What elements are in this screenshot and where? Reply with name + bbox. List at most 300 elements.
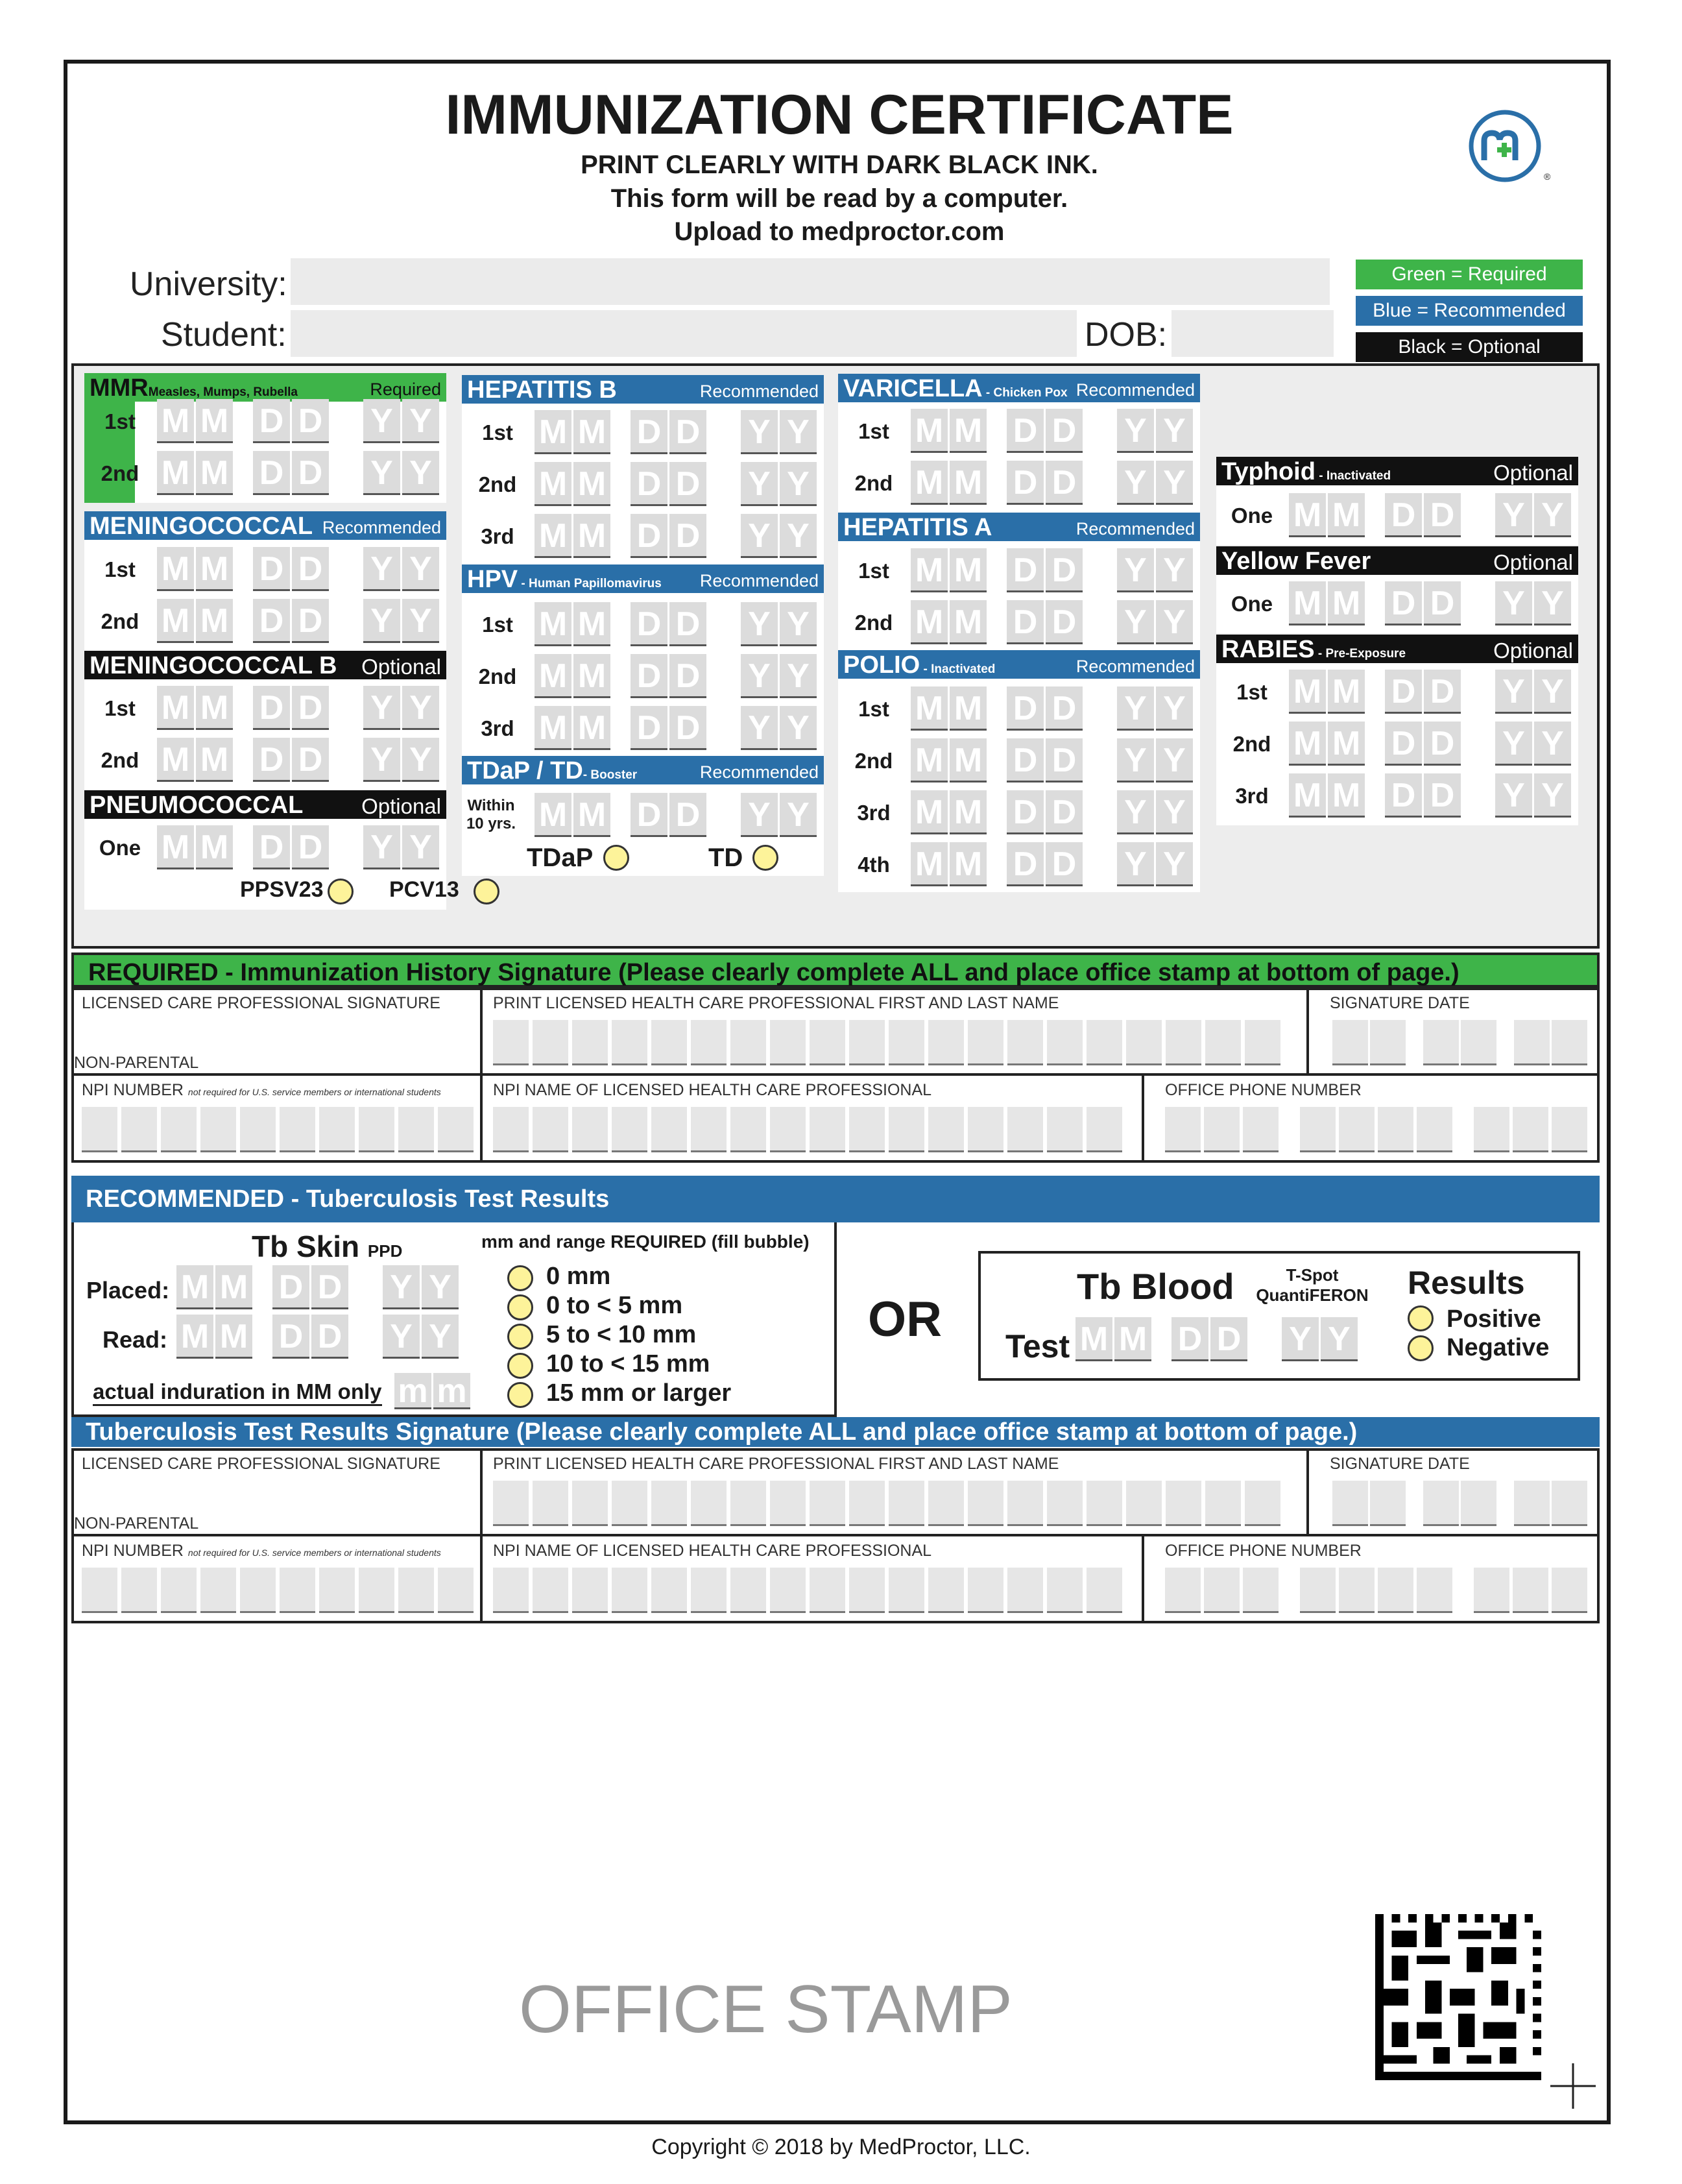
polio-row1-m-box[interactable]: M	[950, 686, 987, 731]
rabies-row1-d-box[interactable]: D	[1424, 670, 1461, 714]
print-name-box[interactable]	[810, 1481, 845, 1526]
office-phone-box[interactable]	[1204, 1107, 1240, 1152]
mening-row2-y-box[interactable]: Y	[363, 599, 400, 643]
tb-induration-box[interactable]: m	[394, 1373, 431, 1409]
npi-name-box[interactable]	[572, 1107, 608, 1152]
signature-date-box[interactable]	[1514, 1020, 1550, 1065]
tdap-option-bubble[interactable]	[752, 845, 778, 871]
mmr-row2-d-box[interactable]: D	[253, 451, 290, 495]
mmr-row1-d-box[interactable]: D	[253, 399, 290, 443]
hepb-row1-m-box[interactable]: M	[535, 410, 571, 454]
hepa-row2-y-box[interactable]: Y	[1156, 600, 1193, 644]
npi-name-box[interactable]	[968, 1568, 1003, 1613]
varicella-row1-d-box[interactable]: D	[1007, 409, 1044, 453]
polio-row4-m-box[interactable]: M	[911, 842, 948, 886]
npi-name-box[interactable]	[849, 1107, 885, 1152]
pneumo-row1-d-box[interactable]: D	[292, 825, 329, 869]
hepa-row1-m-box[interactable]: M	[911, 548, 948, 592]
yellow-row1-y-box[interactable]: Y	[1495, 581, 1532, 625]
tdap-row1-y-box[interactable]: Y	[780, 793, 817, 837]
polio-row3-d-box[interactable]: D	[1046, 790, 1083, 834]
npi-number-box[interactable]	[319, 1107, 355, 1152]
mening-row1-y-box[interactable]: Y	[402, 547, 439, 591]
varicella-row1-m-box[interactable]: M	[911, 409, 948, 453]
polio-row3-m-box[interactable]: M	[950, 790, 987, 834]
hpv-row2-y-box[interactable]: Y	[780, 654, 817, 698]
typhoid-row1-m-box[interactable]: M	[1289, 493, 1326, 537]
signature-date-box[interactable]	[1423, 1481, 1459, 1526]
print-name-box[interactable]	[691, 1020, 727, 1065]
varicella-row2-y-box[interactable]: Y	[1156, 461, 1193, 505]
office-phone-box[interactable]	[1513, 1568, 1548, 1613]
positive-bubble[interactable]	[1408, 1305, 1434, 1331]
mening-row1-d-box[interactable]: D	[253, 547, 290, 591]
rabies-row1-m-box[interactable]: M	[1289, 670, 1326, 714]
tb-blood-m-box[interactable]: M	[1114, 1317, 1151, 1361]
hepb-row1-m-box[interactable]: M	[573, 410, 610, 454]
npi-number-box[interactable]	[319, 1568, 355, 1613]
yellow-row1-d-box[interactable]: D	[1424, 581, 1461, 625]
office-phone-box[interactable]	[1243, 1568, 1279, 1613]
tdap-row1-m-box[interactable]: M	[535, 793, 571, 837]
hpv-row2-y-box[interactable]: Y	[741, 654, 778, 698]
tdap-row1-y-box[interactable]: Y	[741, 793, 778, 837]
office-phone-box[interactable]	[1417, 1107, 1452, 1152]
tb-blood-y-box[interactable]: Y	[1282, 1317, 1319, 1361]
hepa-row1-y-box[interactable]: Y	[1117, 548, 1154, 592]
meningb-row2-m-box[interactable]: M	[157, 738, 194, 782]
print-name-box[interactable]	[572, 1481, 608, 1526]
hpv-row3-m-box[interactable]: M	[573, 706, 610, 750]
meningb-row2-y-box[interactable]: Y	[402, 738, 439, 782]
hepa-row1-m-box[interactable]: M	[950, 548, 987, 592]
print-name-box[interactable]	[1166, 1481, 1201, 1526]
hpv-row2-d-box[interactable]: D	[631, 654, 667, 698]
office-phone-box[interactable]	[1339, 1107, 1375, 1152]
hpv-row1-m-box[interactable]: M	[573, 602, 610, 646]
polio-row4-d-box[interactable]: D	[1007, 842, 1044, 886]
print-name-box[interactable]	[889, 1481, 924, 1526]
signature-date-box[interactable]	[1552, 1481, 1587, 1526]
hepb-row1-y-box[interactable]: Y	[780, 410, 817, 454]
rabies-row1-y-box[interactable]: Y	[1495, 670, 1532, 714]
office-phone-box[interactable]	[1339, 1568, 1375, 1613]
signature-date-box[interactable]	[1461, 1020, 1496, 1065]
npi-number-box[interactable]	[280, 1107, 315, 1152]
npi-name-box[interactable]	[770, 1107, 806, 1152]
npi-number-box[interactable]	[438, 1107, 474, 1152]
hpv-row3-m-box[interactable]: M	[535, 706, 571, 750]
hpv-row1-d-box[interactable]: D	[669, 602, 706, 646]
tb-read-m-box[interactable]: M	[176, 1315, 213, 1359]
signature-field[interactable]	[84, 1013, 467, 1065]
pneumo-row1-m-box[interactable]: M	[196, 825, 233, 869]
meningb-row2-d-box[interactable]: D	[292, 738, 329, 782]
print-name-box[interactable]	[730, 1481, 766, 1526]
polio-row2-y-box[interactable]: Y	[1117, 738, 1154, 783]
print-name-box[interactable]	[1245, 1481, 1280, 1526]
hepb-row3-m-box[interactable]: M	[535, 514, 571, 558]
print-name-box[interactable]	[651, 1481, 687, 1526]
mmr-row1-m-box[interactable]: M	[196, 399, 233, 443]
meningb-row1-m-box[interactable]: M	[157, 686, 194, 730]
tb-read-d-box[interactable]: D	[272, 1315, 309, 1359]
typhoid-row1-d-box[interactable]: D	[1385, 493, 1422, 537]
mmr-row2-m-box[interactable]: M	[157, 451, 194, 495]
hpv-row3-y-box[interactable]: Y	[780, 706, 817, 750]
varicella-row1-m-box[interactable]: M	[950, 409, 987, 453]
signature-date-box[interactable]	[1423, 1020, 1459, 1065]
npi-name-box[interactable]	[533, 1107, 568, 1152]
tb-placed-m-box[interactable]: M	[176, 1265, 213, 1309]
hpv-row2-d-box[interactable]: D	[669, 654, 706, 698]
polio-row1-m-box[interactable]: M	[911, 686, 948, 731]
npi-number-box[interactable]	[359, 1107, 394, 1152]
print-name-box[interactable]	[572, 1020, 608, 1065]
print-name-box[interactable]	[968, 1020, 1003, 1065]
hpv-row3-d-box[interactable]: D	[669, 706, 706, 750]
npi-name-box[interactable]	[730, 1107, 766, 1152]
hepa-row2-d-box[interactable]: D	[1046, 600, 1083, 644]
rabies-row3-y-box[interactable]: Y	[1495, 773, 1532, 818]
print-name-box[interactable]	[533, 1020, 568, 1065]
tdap-row1-d-box[interactable]: D	[669, 793, 706, 837]
tb-placed-m-box[interactable]: M	[215, 1265, 252, 1309]
hpv-row1-y-box[interactable]: Y	[741, 602, 778, 646]
meningb-row1-d-box[interactable]: D	[292, 686, 329, 730]
rabies-row3-m-box[interactable]: M	[1328, 773, 1365, 818]
npi-name-box[interactable]	[651, 1568, 687, 1613]
npi-name-box[interactable]	[493, 1568, 529, 1613]
varicella-row1-y-box[interactable]: Y	[1156, 409, 1193, 453]
npi-number-box[interactable]	[398, 1107, 434, 1152]
polio-row1-y-box[interactable]: Y	[1117, 686, 1154, 731]
mmr-row2-d-box[interactable]: D	[292, 451, 329, 495]
tb-range-bubble[interactable]	[507, 1324, 533, 1350]
npi-number-box[interactable]	[121, 1107, 157, 1152]
meningb-row2-y-box[interactable]: Y	[363, 738, 400, 782]
print-name-box[interactable]	[889, 1020, 924, 1065]
tb-placed-y-box[interactable]: Y	[383, 1265, 420, 1309]
npi-name-box[interactable]	[1087, 1107, 1122, 1152]
pneumo-option-bubble[interactable]	[328, 879, 354, 904]
npi-name-box[interactable]	[1007, 1568, 1043, 1613]
varicella-row2-m-box[interactable]: M	[950, 461, 987, 505]
tb-induration-box[interactable]: m	[433, 1373, 470, 1409]
meningb-row1-y-box[interactable]: Y	[402, 686, 439, 730]
university-input[interactable]	[291, 258, 1330, 305]
rabies-row1-d-box[interactable]: D	[1385, 670, 1422, 714]
signature-field[interactable]	[84, 1474, 467, 1526]
pneumo-row1-y-box[interactable]: Y	[402, 825, 439, 869]
office-phone-box[interactable]	[1165, 1568, 1201, 1613]
varicella-row2-d-box[interactable]: D	[1007, 461, 1044, 505]
typhoid-row1-y-box[interactable]: Y	[1534, 493, 1571, 537]
npi-number-box[interactable]	[200, 1107, 236, 1152]
npi-name-box[interactable]	[810, 1568, 845, 1613]
npi-name-box[interactable]	[730, 1568, 766, 1613]
hepb-row3-d-box[interactable]: D	[669, 514, 706, 558]
varicella-row2-m-box[interactable]: M	[911, 461, 948, 505]
negative-bubble[interactable]	[1408, 1335, 1434, 1361]
tb-blood-m-box[interactable]: M	[1075, 1317, 1112, 1361]
meningb-row1-d-box[interactable]: D	[253, 686, 290, 730]
pneumo-row1-d-box[interactable]: D	[253, 825, 290, 869]
print-name-box[interactable]	[849, 1481, 885, 1526]
polio-row2-d-box[interactable]: D	[1007, 738, 1044, 783]
yellow-row1-d-box[interactable]: D	[1385, 581, 1422, 625]
print-name-box[interactable]	[1047, 1481, 1083, 1526]
npi-number-box[interactable]	[240, 1568, 276, 1613]
tdap-row1-d-box[interactable]: D	[631, 793, 667, 837]
rabies-row3-d-box[interactable]: D	[1424, 773, 1461, 818]
mmr-row1-m-box[interactable]: M	[157, 399, 194, 443]
hepa-row1-y-box[interactable]: Y	[1156, 548, 1193, 592]
tdap-row1-m-box[interactable]: M	[573, 793, 610, 837]
tdap-option-bubble[interactable]	[603, 845, 629, 871]
print-name-box[interactable]	[928, 1481, 964, 1526]
polio-row2-d-box[interactable]: D	[1046, 738, 1083, 783]
mening-row1-d-box[interactable]: D	[292, 547, 329, 591]
npi-name-box[interactable]	[533, 1568, 568, 1613]
npi-name-box[interactable]	[612, 1107, 647, 1152]
npi-number-box[interactable]	[161, 1568, 197, 1613]
yellow-row1-y-box[interactable]: Y	[1534, 581, 1571, 625]
print-name-box[interactable]	[1126, 1481, 1162, 1526]
npi-name-box[interactable]	[770, 1568, 806, 1613]
mening-row1-m-box[interactable]: M	[196, 547, 233, 591]
print-name-box[interactable]	[730, 1020, 766, 1065]
polio-row4-y-box[interactable]: Y	[1156, 842, 1193, 886]
hepa-row1-d-box[interactable]: D	[1007, 548, 1044, 592]
tb-range-bubble[interactable]	[507, 1294, 533, 1320]
npi-name-box[interactable]	[612, 1568, 647, 1613]
hepb-row2-d-box[interactable]: D	[631, 462, 667, 506]
typhoid-row1-d-box[interactable]: D	[1424, 493, 1461, 537]
office-phone-box[interactable]	[1300, 1568, 1336, 1613]
mening-row2-d-box[interactable]: D	[253, 599, 290, 643]
npi-number-box[interactable]	[82, 1568, 117, 1613]
office-phone-box[interactable]	[1474, 1568, 1509, 1613]
print-name-box[interactable]	[770, 1020, 806, 1065]
polio-row2-y-box[interactable]: Y	[1156, 738, 1193, 783]
polio-row4-d-box[interactable]: D	[1046, 842, 1083, 886]
print-name-box[interactable]	[691, 1481, 727, 1526]
polio-row3-m-box[interactable]: M	[911, 790, 948, 834]
hepb-row2-y-box[interactable]: Y	[780, 462, 817, 506]
npi-number-box[interactable]	[280, 1568, 315, 1613]
yellow-row1-m-box[interactable]: M	[1328, 581, 1365, 625]
npi-name-box[interactable]	[493, 1107, 529, 1152]
mening-row1-m-box[interactable]: M	[157, 547, 194, 591]
office-phone-box[interactable]	[1300, 1107, 1336, 1152]
print-name-box[interactable]	[1205, 1481, 1241, 1526]
mmr-row1-y-box[interactable]: Y	[363, 399, 400, 443]
mmr-row1-y-box[interactable]: Y	[402, 399, 439, 443]
npi-number-box[interactable]	[82, 1107, 117, 1152]
hepb-row2-m-box[interactable]: M	[573, 462, 610, 506]
rabies-row2-m-box[interactable]: M	[1328, 722, 1365, 766]
mening-row1-y-box[interactable]: Y	[363, 547, 400, 591]
print-name-box[interactable]	[1087, 1481, 1122, 1526]
mening-row2-y-box[interactable]: Y	[402, 599, 439, 643]
tb-blood-y-box[interactable]: Y	[1321, 1317, 1358, 1361]
print-name-box[interactable]	[1205, 1020, 1241, 1065]
office-phone-box[interactable]	[1243, 1107, 1279, 1152]
npi-name-box[interactable]	[889, 1107, 924, 1152]
npi-name-box[interactable]	[968, 1107, 1003, 1152]
student-input[interactable]	[291, 310, 1077, 357]
pneumo-row1-m-box[interactable]: M	[157, 825, 194, 869]
typhoid-row1-m-box[interactable]: M	[1328, 493, 1365, 537]
npi-number-box[interactable]	[240, 1107, 276, 1152]
print-name-box[interactable]	[1087, 1020, 1122, 1065]
tb-blood-d-box[interactable]: D	[1171, 1317, 1208, 1361]
npi-number-box[interactable]	[398, 1568, 434, 1613]
mening-row2-m-box[interactable]: M	[196, 599, 233, 643]
polio-row4-m-box[interactable]: M	[950, 842, 987, 886]
hepb-row3-y-box[interactable]: Y	[780, 514, 817, 558]
print-name-box[interactable]	[1166, 1020, 1201, 1065]
mmr-row2-y-box[interactable]: Y	[402, 451, 439, 495]
polio-row2-m-box[interactable]: M	[911, 738, 948, 783]
rabies-row2-d-box[interactable]: D	[1424, 722, 1461, 766]
tb-placed-d-box[interactable]: D	[311, 1265, 348, 1309]
office-phone-box[interactable]	[1552, 1568, 1587, 1613]
print-name-box[interactable]	[1007, 1020, 1043, 1065]
polio-row2-m-box[interactable]: M	[950, 738, 987, 783]
varicella-row2-y-box[interactable]: Y	[1117, 461, 1154, 505]
polio-row3-d-box[interactable]: D	[1007, 790, 1044, 834]
print-name-box[interactable]	[651, 1020, 687, 1065]
tb-read-m-box[interactable]: M	[215, 1315, 252, 1359]
hpv-row2-m-box[interactable]: M	[535, 654, 571, 698]
polio-row1-d-box[interactable]: D	[1007, 686, 1044, 731]
typhoid-row1-y-box[interactable]: Y	[1495, 493, 1532, 537]
hepb-row1-d-box[interactable]: D	[631, 410, 667, 454]
signature-date-box[interactable]	[1370, 1020, 1406, 1065]
hpv-row3-y-box[interactable]: Y	[741, 706, 778, 750]
print-name-box[interactable]	[1126, 1020, 1162, 1065]
office-phone-box[interactable]	[1378, 1107, 1413, 1152]
print-name-box[interactable]	[770, 1481, 806, 1526]
print-name-box[interactable]	[1007, 1481, 1043, 1526]
dob-input[interactable]	[1171, 310, 1334, 357]
tb-range-bubble[interactable]	[507, 1382, 533, 1408]
yellow-row1-m-box[interactable]: M	[1289, 581, 1326, 625]
signature-date-box[interactable]	[1332, 1020, 1368, 1065]
polio-row3-y-box[interactable]: Y	[1156, 790, 1193, 834]
rabies-row2-m-box[interactable]: M	[1289, 722, 1326, 766]
npi-name-box[interactable]	[849, 1568, 885, 1613]
signature-date-box[interactable]	[1552, 1020, 1587, 1065]
hepb-row2-d-box[interactable]: D	[669, 462, 706, 506]
hepb-row1-y-box[interactable]: Y	[741, 410, 778, 454]
polio-row1-y-box[interactable]: Y	[1156, 686, 1193, 731]
rabies-row1-y-box[interactable]: Y	[1534, 670, 1571, 714]
npi-number-box[interactable]	[200, 1568, 236, 1613]
signature-date-box[interactable]	[1461, 1481, 1496, 1526]
tb-read-y-box[interactable]: Y	[383, 1315, 420, 1359]
print-name-box[interactable]	[1047, 1020, 1083, 1065]
hepb-row1-d-box[interactable]: D	[669, 410, 706, 454]
tb-placed-y-box[interactable]: Y	[422, 1265, 459, 1309]
npi-name-box[interactable]	[1047, 1107, 1083, 1152]
hepa-row1-d-box[interactable]: D	[1046, 548, 1083, 592]
npi-name-box[interactable]	[691, 1568, 727, 1613]
rabies-row2-y-box[interactable]: Y	[1534, 722, 1571, 766]
varicella-row2-d-box[interactable]: D	[1046, 461, 1083, 505]
office-phone-box[interactable]	[1417, 1568, 1452, 1613]
meningb-row2-m-box[interactable]: M	[196, 738, 233, 782]
tb-read-d-box[interactable]: D	[311, 1315, 348, 1359]
meningb-row2-d-box[interactable]: D	[253, 738, 290, 782]
hepa-row2-m-box[interactable]: M	[911, 600, 948, 644]
hepb-row2-y-box[interactable]: Y	[741, 462, 778, 506]
hpv-row1-d-box[interactable]: D	[631, 602, 667, 646]
polio-row4-y-box[interactable]: Y	[1117, 842, 1154, 886]
rabies-row2-d-box[interactable]: D	[1385, 722, 1422, 766]
hepa-row2-y-box[interactable]: Y	[1117, 600, 1154, 644]
tb-read-y-box[interactable]: Y	[422, 1315, 459, 1359]
mmr-row2-y-box[interactable]: Y	[363, 451, 400, 495]
npi-name-box[interactable]	[928, 1107, 964, 1152]
office-phone-box[interactable]	[1165, 1107, 1201, 1152]
npi-name-box[interactable]	[1087, 1568, 1122, 1613]
npi-name-box[interactable]	[889, 1568, 924, 1613]
tb-range-bubble[interactable]	[507, 1265, 533, 1291]
rabies-row3-y-box[interactable]: Y	[1534, 773, 1571, 818]
print-name-box[interactable]	[493, 1481, 529, 1526]
print-name-box[interactable]	[849, 1020, 885, 1065]
hepb-row3-d-box[interactable]: D	[631, 514, 667, 558]
print-name-box[interactable]	[928, 1020, 964, 1065]
print-name-box[interactable]	[1245, 1020, 1280, 1065]
hpv-row1-m-box[interactable]: M	[535, 602, 571, 646]
polio-row3-y-box[interactable]: Y	[1117, 790, 1154, 834]
print-name-box[interactable]	[493, 1020, 529, 1065]
npi-name-box[interactable]	[1007, 1107, 1043, 1152]
npi-name-box[interactable]	[691, 1107, 727, 1152]
print-name-box[interactable]	[810, 1020, 845, 1065]
tb-placed-d-box[interactable]: D	[272, 1265, 309, 1309]
npi-number-box[interactable]	[161, 1107, 197, 1152]
npi-name-box[interactable]	[1047, 1568, 1083, 1613]
pneumo-row1-y-box[interactable]: Y	[363, 825, 400, 869]
signature-date-box[interactable]	[1332, 1481, 1368, 1526]
mmr-row1-d-box[interactable]: D	[292, 399, 329, 443]
npi-number-box[interactable]	[121, 1568, 157, 1613]
npi-number-box[interactable]	[359, 1568, 394, 1613]
mmr-row2-m-box[interactable]: M	[196, 451, 233, 495]
npi-name-box[interactable]	[928, 1568, 964, 1613]
meningb-row1-m-box[interactable]: M	[196, 686, 233, 730]
mening-row2-d-box[interactable]: D	[292, 599, 329, 643]
print-name-box[interactable]	[612, 1481, 647, 1526]
pneumo-option-bubble[interactable]	[474, 879, 499, 904]
print-name-box[interactable]	[612, 1020, 647, 1065]
npi-name-box[interactable]	[810, 1107, 845, 1152]
hepb-row3-y-box[interactable]: Y	[741, 514, 778, 558]
signature-date-box[interactable]	[1370, 1481, 1406, 1526]
varicella-row1-d-box[interactable]: D	[1046, 409, 1083, 453]
hpv-row2-m-box[interactable]: M	[573, 654, 610, 698]
hepa-row2-d-box[interactable]: D	[1007, 600, 1044, 644]
signature-date-box[interactable]	[1514, 1481, 1550, 1526]
office-phone-box[interactable]	[1204, 1568, 1240, 1613]
rabies-row2-y-box[interactable]: Y	[1495, 722, 1532, 766]
tb-range-bubble[interactable]	[507, 1353, 533, 1379]
